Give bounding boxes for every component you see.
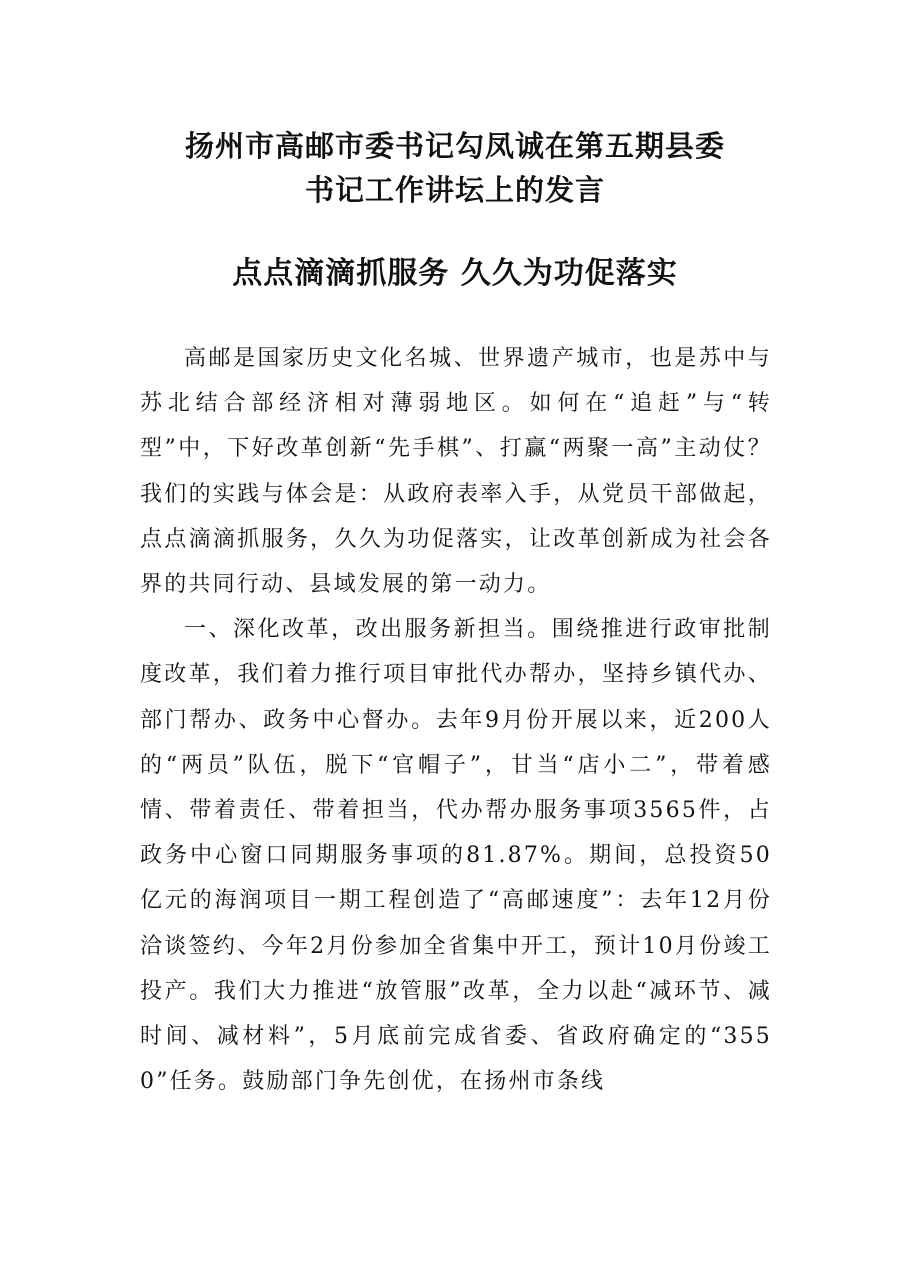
document-title-line-1: 扬州市高邮市委书记勾凤诚在第五期县委 <box>184 129 725 163</box>
document-subtitle: 点点滴滴抓服务 久久为功促落实 <box>232 256 678 291</box>
body-paragraph-section-1: 一、深化改革，改出服务新担当。围绕推进行政审批制度改革，我们着力推行项目审批代办帮办，坚持乡镇代办、部门帮办、政务中心督办。去年9月份开展以来，近200人的“两员”队伍，脱下“官帽子”，甘当“店小二”，带着感情、带着责任、带着担当，代办帮办服务事项3565件，占政务中心窗口同期服务事项的81.87%。期间，总投资50亿元的海润项目一期工程创造了“高邮速度”：去年12月份洽谈签约、今年2月份参加全省集中开工，预计10月份竣工投产。我们大力推进“放管服”改革，全力以赴“减环节、减时间、减材料”，5月底前完成省委、省政府确定的“3550”任务。鼓励部门争先创优，在扬州市条线 <box>140 617 772 1095</box>
document-body <box>140 336 772 1104</box>
body-paragraph-intro: 高邮是国家历史文化名城、世界遗产城市，也是苏中与苏北结合部经济相对薄弱地区。如何在“追赶”与“转型”中，下好改革创新“先手棋”、打赢“两聚一高”主动仗？我们的实践与体会是：从政府表率入手，从党员干部做起，点点滴滴抓服务，久久为功促落实，让改革创新成为社会各界的共同行动、县域发展的第一动力。 <box>140 346 772 598</box>
document-title-line-2: 书记工作讲坛上的发言 <box>304 173 605 207</box>
